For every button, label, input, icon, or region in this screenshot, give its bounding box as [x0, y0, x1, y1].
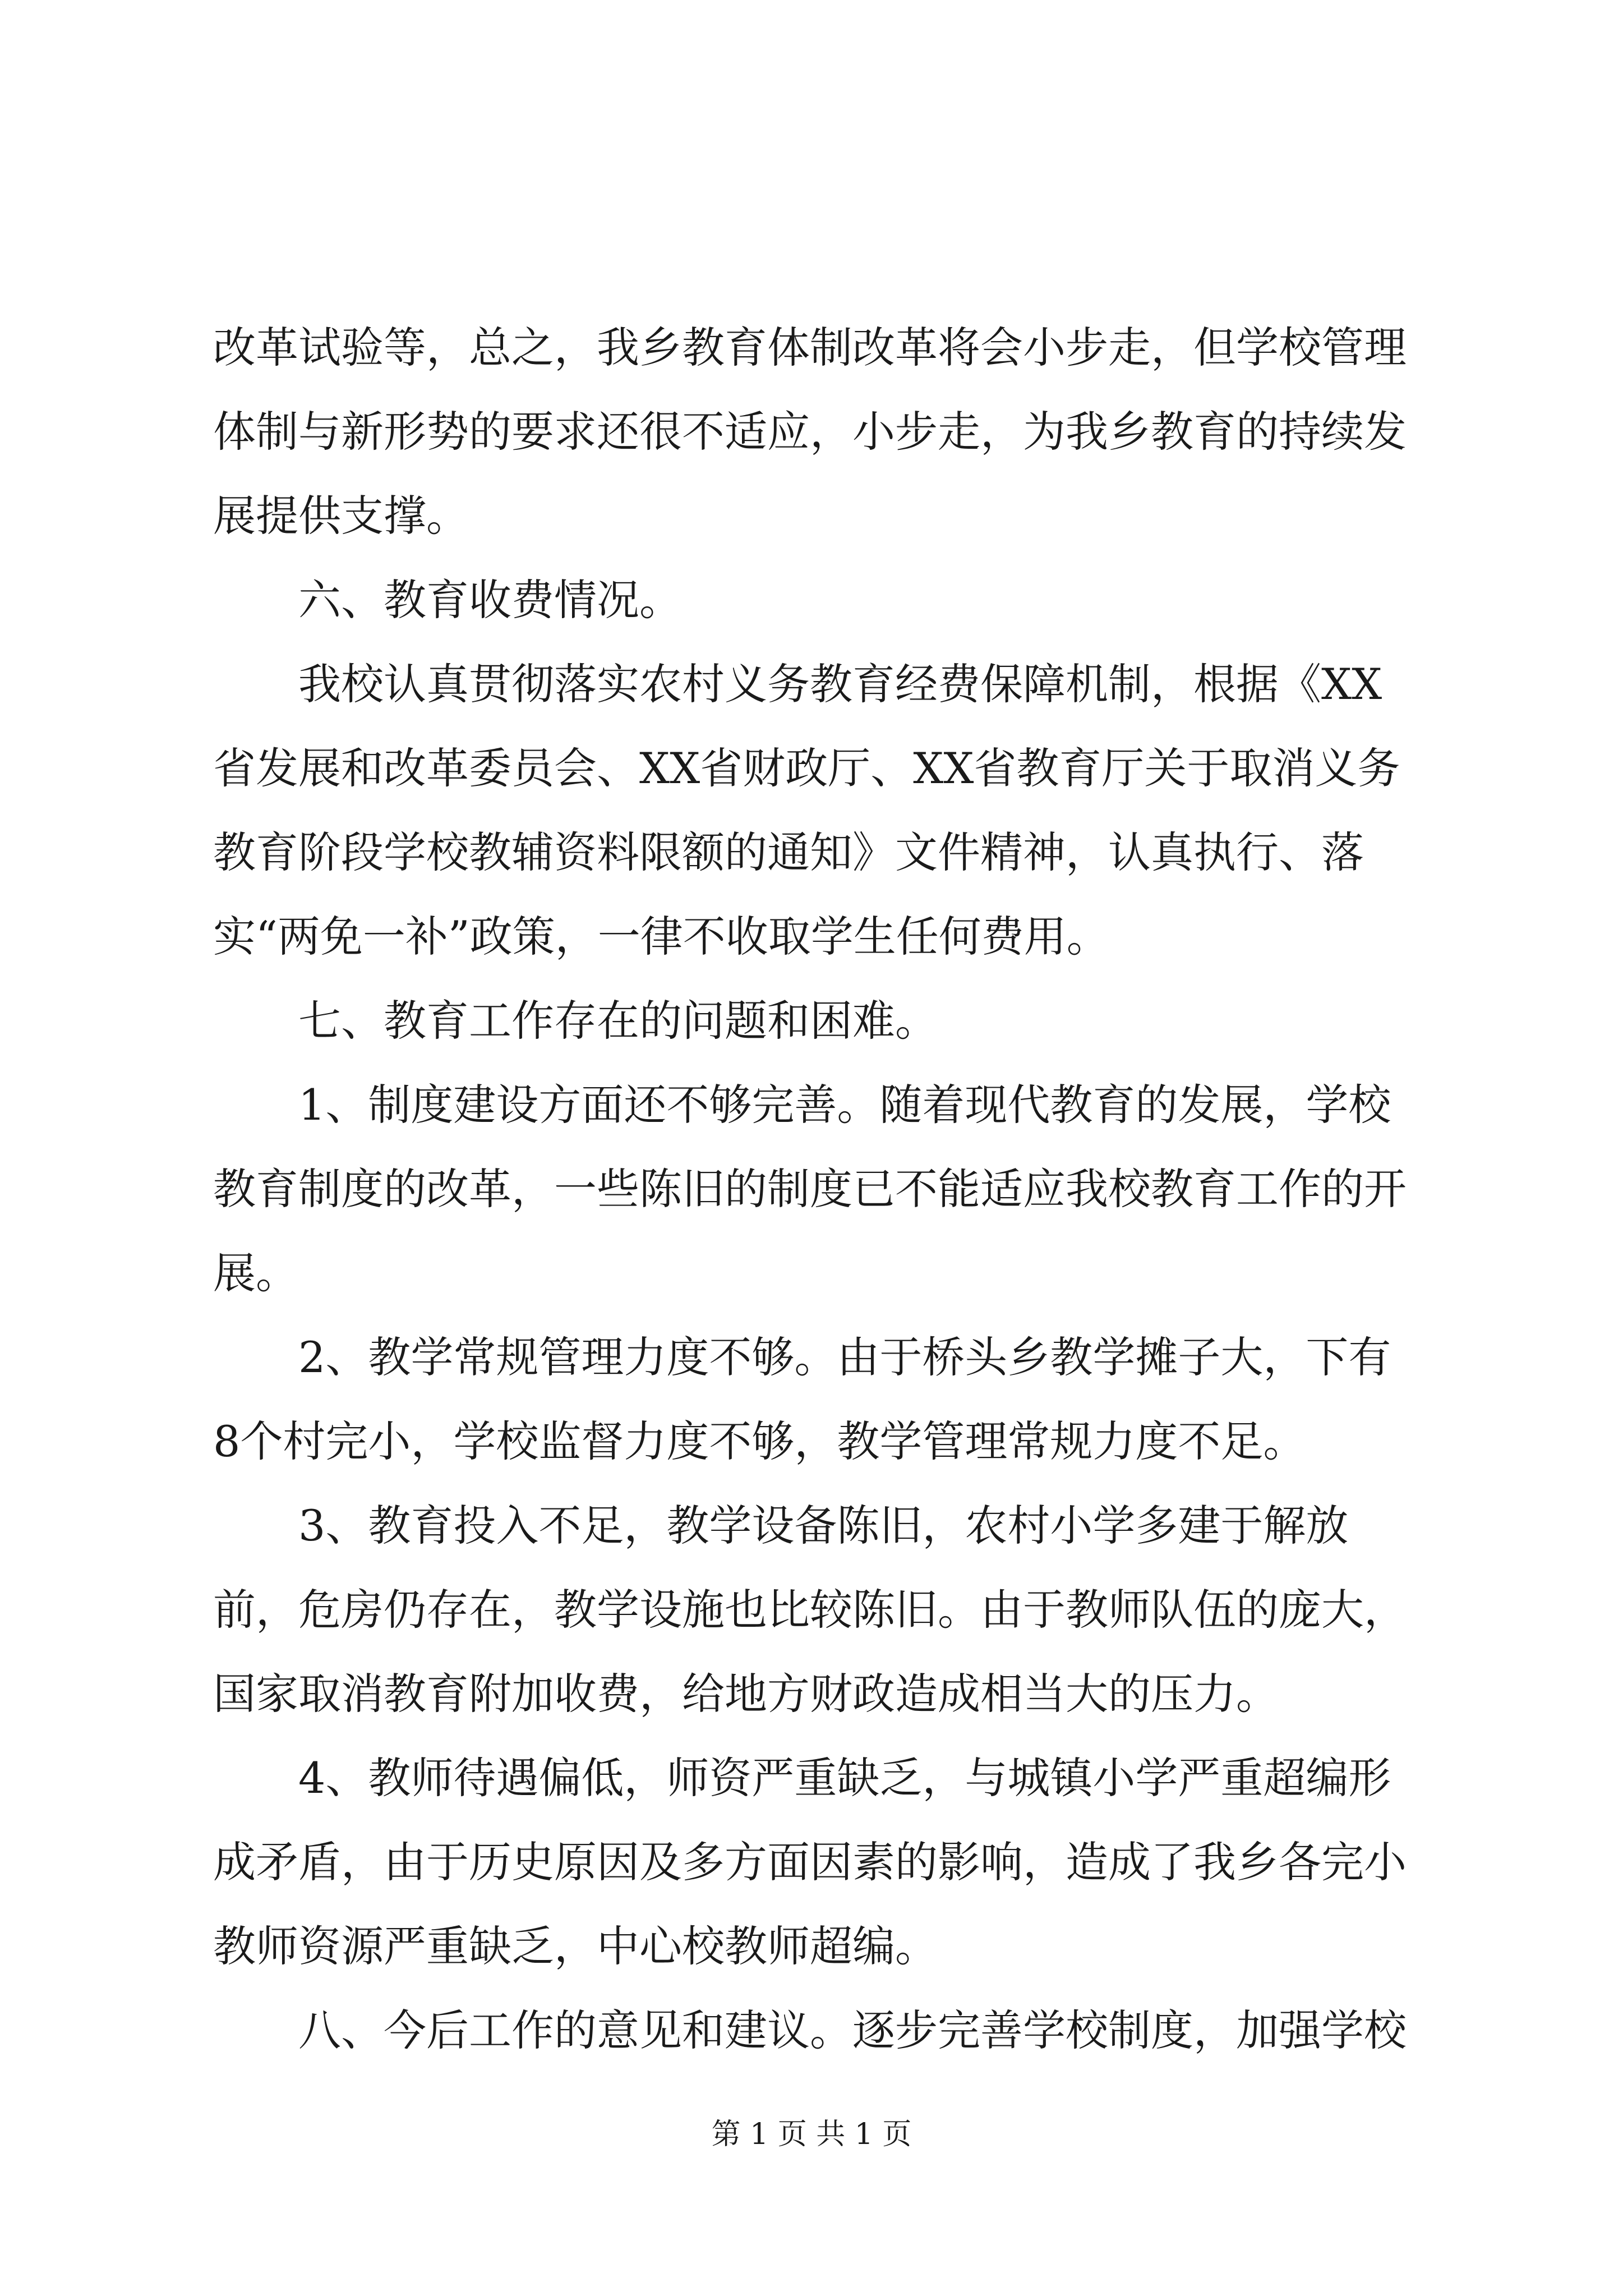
heading-problems: 七、教育工作存在的问题和困难。: [298, 996, 938, 1046]
paragraph-continuation: 改革试验等，总之，我乡教育体制改革将会小步走，但学校管理体制与新形势的要求还很不适应，小步走，为我乡教育的持续发展提供支撑。: [213, 323, 1407, 541]
heading-fee-situation: 六、教育收费情况。: [298, 575, 682, 625]
heading-suggestions: 八、今后工作的意见和建议。逐步完善学校制度，加强学校: [298, 2005, 1407, 2055]
page-number-footer: 第 1 页 共 1 页: [711, 2118, 912, 2151]
paragraph-fee-policy: 我校认真贯彻落实农村义务教育经费保障机制，根据《XX省发展和改革委员会、XX省财政厅、XX省教育厅关于取消义务教育阶段学校教辅资料限额的通知》文件精神，认真执行、落实“两免一补”政策，一律不收取学生任何费用。: [213, 659, 1400, 961]
document-body: [213, 306, 1411, 2073]
paragraph-problem-1: 1、制度建设方面还不够完善。随着现代教育的发展，学校教育制度的改革，一些陈旧的制度已不能适应我校教育工作的开展。: [213, 1080, 1407, 1298]
paragraph-problem-3: 3、教育投入不足，教学设备陈旧，农村小学多建于解放前，危房仍存在，教学设施也比较陈旧。由于教师队伍的庞大，国家取消教育附加收费，给地方财政造成相当大的压力。: [213, 1501, 1407, 1719]
paragraph-problem-4: 4、教师待遇偏低，师资严重缺乏，与城镇小学严重超编形成矛盾，由于历史原因及多方面因素的影响，造成了我乡各完小教师资源严重缺乏，中心校教师超编。: [213, 1753, 1407, 1971]
paragraph-problem-2: 2、教学常规管理力度不够。由于桥头乡教学摊子大，下有8个村完小，学校监督力度不够，教学管理常规力度不足。: [213, 1332, 1391, 1466]
